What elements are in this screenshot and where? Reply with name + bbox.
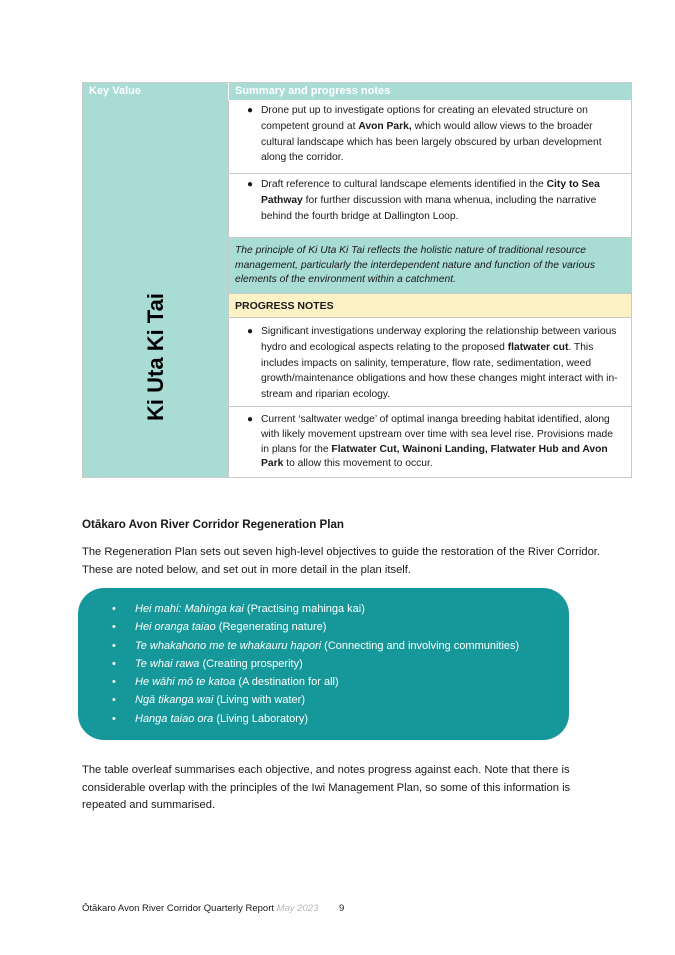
row-text: Drone put up to investigate options for creating an elevated structure on competent ground at Avon Park, which would allow views to the broader cultural landscape which has been largely obscured by urban development along the corridor. — [261, 105, 602, 164]
table-header-row — [83, 83, 631, 100]
table-row — [229, 318, 631, 407]
list-item: • Hei mahi: Mahinga kai (Practising mahinga kai) — [112, 600, 519, 618]
closing-paragraph: The table overleaf summarises each objective, and notes progress against each. Note that there is considerable overlap with the principles of the Iwi Management Plan, so some of this information is repeated and summarised. — [82, 764, 571, 811]
table-row — [229, 100, 631, 174]
bullet-icon: • — [112, 639, 116, 652]
principle-statement: The principle of Ki Uta Ki Tai reflects the holistic nature of traditional resource management, particularly the interdependent nature and function of the various elements of the environment within a catchment. — [229, 238, 631, 294]
list-item: • Te whai rawa (Creating prosperity) — [112, 655, 519, 673]
key-value-table — [82, 82, 632, 478]
page-footer — [82, 903, 344, 914]
table-body — [83, 100, 631, 477]
header-summary-notes: Summary and progress notes — [228, 83, 631, 100]
row-text: Current ‘saltwater wedge’ of optimal inanga breeding habitat identified, along with likely movement upstream over time with sea level rise. Provisions made in plans for the Flatwater Cut, Wainoni Landing, Flatwater Hub and Avon Park to allow this movement to occur. — [261, 414, 613, 470]
list-item: • He wāhi mō te katoa (A destination for all) — [112, 673, 519, 691]
list-item: • Te whakahono me te whakauru hapori (Connecting and involving communities) — [112, 637, 519, 655]
list-item: • Hanga taiao ora (Living Laboratory) — [112, 710, 519, 728]
notes-column — [228, 100, 631, 477]
bullet-icon: • — [112, 694, 116, 707]
footer-date: May 2023 — [276, 903, 319, 914]
section-title: Otākaro Avon River Corridor Regeneration Plan — [82, 518, 344, 531]
key-column — [83, 100, 228, 477]
bullet-icon: • — [112, 676, 116, 689]
bullet-icon: ● — [246, 326, 254, 337]
row-text: Significant investigations underway exploring the relationship between various hydro and ecological aspects relating to the proposed flatwater cut. This includes impacts on salinity, temperature, flow rate, sedimentation, weed growth/maintenance obligations and how these changes might interact with in-stream and riparian ecology. — [261, 326, 618, 401]
bullet-icon: • — [112, 712, 116, 725]
list-item: • Hei oranga taiao (Regenerating nature) — [112, 618, 519, 636]
bullet-icon: ● — [246, 105, 254, 116]
row-text: Draft reference to cultural landscape elements identified in the City to Sea Pathway for further discussion with mana whenua, including the narrative behind the fourth bridge at Dallington Loop. — [261, 179, 600, 222]
bullet-icon: • — [112, 621, 116, 634]
list-item: • Ngā tikanga wai (Living with water) — [112, 691, 519, 709]
intro-paragraph: The Regeneration Plan sets out seven high-level objectives to guide the restoration of the River Corridor. These are noted below, and set out in more detail in the plan itself. — [82, 546, 601, 576]
table-row — [229, 174, 631, 238]
table-row — [229, 407, 631, 477]
bullet-icon: ● — [246, 179, 254, 190]
header-key-value: Key Value — [89, 85, 141, 97]
objectives-list — [112, 600, 519, 728]
page-number: 9 — [339, 903, 345, 914]
footer-title: Ōtākaro Avon River Corridor Quarterly Report — [82, 903, 275, 914]
bullet-icon: • — [112, 657, 116, 670]
bullet-icon: • — [112, 603, 116, 615]
bullet-icon: ● — [246, 414, 254, 425]
progress-notes-heading: PROGRESS NOTES — [229, 294, 631, 318]
key-value-label: Ki Uta Ki Tai — [142, 293, 168, 421]
